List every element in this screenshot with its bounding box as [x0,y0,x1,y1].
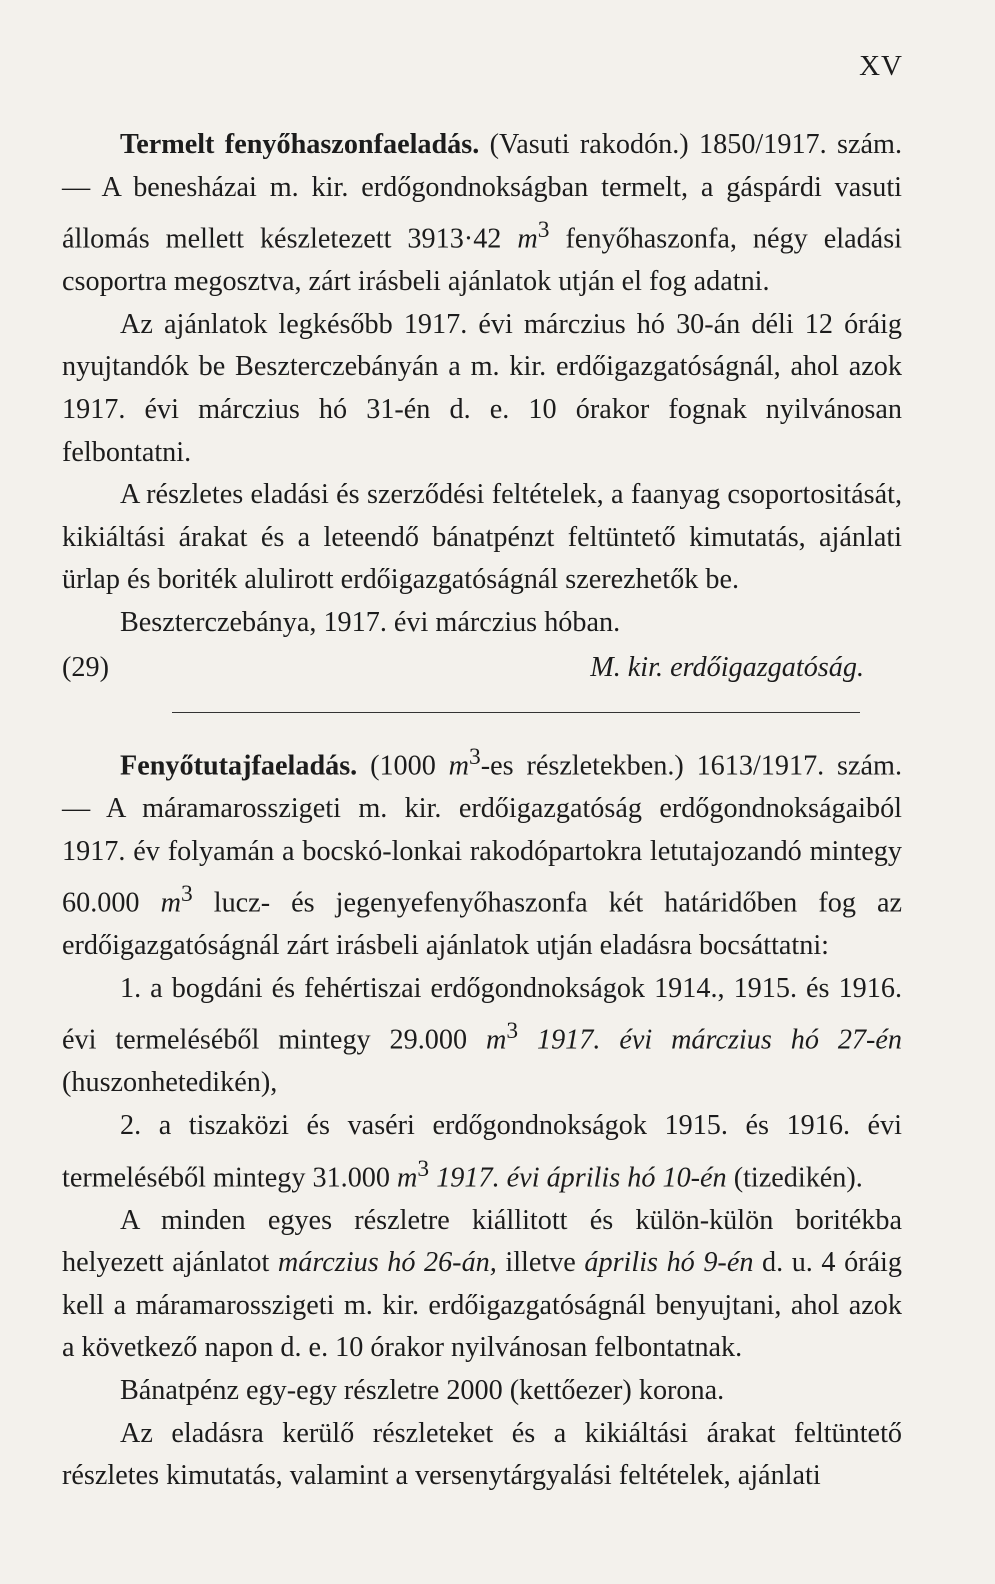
notice1-title: Termelt fenyőhaszonfaeladás. [120,129,480,160]
notice2-last-paragraph: Az eladásra kerülő részleteket és a kikiáltási árakat feltüntető részletes kimutatás, valamint a versenytárgyalási feltételek, ajánlati [62,1417,902,1492]
page-number: XV [859,50,903,82]
separator-rule [172,712,860,713]
notice1-signature: M. kir. erdőigazgatóság. [590,651,864,683]
notice2-deposit: Bánatpénz egy-egy részletre 2000 (kettőezer) korona. [120,1374,725,1406]
notice2-item-1: 1. a bogdáni és fehértiszai erdőgondnokságok 1914., 1915. és 1916. évi termeléséből mintegy 29.000 $m^3$ 1917. évi márczius hó 27-én (huszonhetedikén), [62,972,902,1099]
notice1-place-date: Beszterczebánya, 1917. évi márczius hóban. [120,606,621,638]
notice2-title: Fenyőtutajfaeladás. [120,750,358,782]
notice1-signature-line [62,647,902,690]
notice1-deadline: Az ajánlatok legkésőbb 1917. évi márczius hó 30-án déli 12 óráig nyujtandók be Beszterczebányán a m. kir. erdőigazgatóságnál, ahol azok 1917. évi márczius hó 31-én d. e. 10 órakor fognak nyilvánosan felbontatni. [62,308,902,468]
notice2-submission: A minden egyes részletre kiállitott és külön-külön boritékba helyezett ajánlatot márczius hó 26-án, illetve április hó 9-én d. u. 4 óráig kell a máramarosszigeti m. kir. erdőigazgatóságnál benyujtani, ahol azok a következő napon d. e. 10 órakor nyilvánosan felbontatnak. [62,1204,902,1364]
notice1-conditions: A részletes eladási és szerződési feltételek, a faanyag csoportositását, kikiáltási árakat és a leteendő bánatpénzt feltüntető kimutatás, ajánlati ürlap és boriték alulirott erdőigazgatóságnál szerezhetők be. [62,479,902,596]
notice2-intro: Fenyőtutajfaeladás. (1000 $m^3-es$ részletekben.) 1613/1917. szám. — A máramarosszigeti m. kir. erdőigazgatóság erdőgondnokságaiból 1917. év folyamán a bocskó-lonkai rakodópartokra letutajozandó mintegy 60.000 $m^3$ lucz- és jegenyefenyőhaszonfa két határidőben fog az erdőigazgatóságnál zárt irásbeli ajánlatok utján eladásra bocsáttatni: [62,744,902,962]
notice1-ref: (29) [62,651,109,683]
text-column [62,124,902,1498]
notice1-intro: Termelt fenyőhaszonfaeladás. (Vasuti rakodón.) 1850/1917. szám. — A benesházai m. kir. erdőgondnokságban termelt, a gáspárdi vasuti állomás mellett készletezett 3913·42 $m^3$ fenyőhaszonfa, négy eladási csoportra megosztva, zárt irásbeli ajánlatok utján el fog adatni. [62,129,903,298]
notice2-item-2: 2. a tiszaközi és vaséri erdőgondnokságok 1915. és 1916. évi termeléséből mintegy 31.000 $m^3$ 1917. évi április hó 10-én (tizedikén). [62,1110,902,1194]
